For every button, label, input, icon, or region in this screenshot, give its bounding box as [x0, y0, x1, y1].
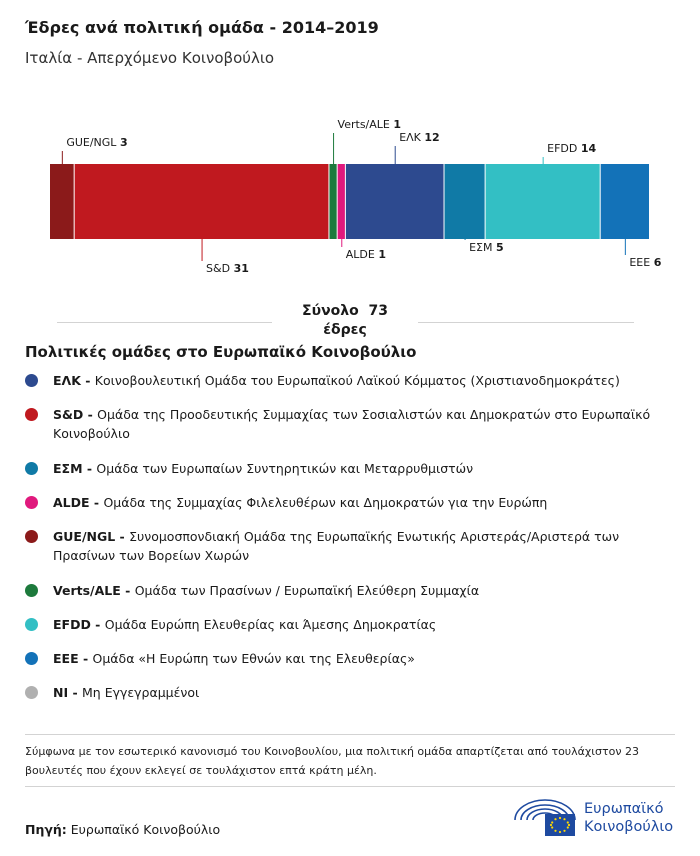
legend-dot-icon — [25, 496, 38, 509]
segment-category-2: S&D — [206, 262, 234, 275]
parliament-emblem-icon — [512, 796, 578, 840]
european-parliament-logo — [512, 796, 677, 840]
legend-description: Ομάδα των Πρασίνων / Ευρωπαϊκή Ελεύθερη Συμμαχία — [134, 583, 480, 598]
note-divider-bottom — [25, 786, 675, 787]
total-unit: έδρες — [323, 322, 367, 338]
legend-code: EFDD - — [53, 617, 105, 632]
segment-value-1: 3 — [119, 136, 128, 149]
segment-value-4: 1 — [378, 248, 387, 261]
total-divider-right — [418, 322, 634, 323]
legend-code: ΕΕΕ - — [53, 651, 93, 666]
logo-line-2: Κοινοβούλιο — [584, 819, 674, 835]
segment-label-1 — [66, 136, 127, 149]
segment-value-3: 1 — [393, 118, 402, 131]
legend-code: NI - — [53, 685, 83, 700]
segment-label-8 — [629, 256, 661, 269]
legend-description: Ομάδα της Προοδευτικής Συμμαχίας των Σοσιαλιστών και Δημοκρατών στο Ευρωπαϊκό Κοινοβούλιο — [53, 407, 651, 441]
legend-dot-icon — [25, 374, 38, 387]
bar-segment-8 — [601, 164, 649, 239]
bar-segment-3 — [329, 164, 336, 239]
chart-subtitle: Ιταλία - Απερχόμενο Κοινοβούλιο — [25, 49, 275, 67]
segment-label-6 — [469, 241, 504, 254]
source — [25, 822, 220, 837]
segment-label-5 — [399, 131, 440, 144]
segment-value-5: 12 — [424, 131, 440, 144]
segment-category-7: EFDD — [547, 142, 581, 155]
legend-code: Verts/ALE - — [53, 583, 135, 598]
segment-value-2: 31 — [233, 262, 249, 275]
segment-label-2 — [206, 262, 249, 275]
segment-label-7 — [547, 142, 596, 155]
legend-dot-icon — [25, 584, 38, 597]
legend-description: Ομάδα των Ευρωπαίων Συντηρητικών και Μεταρρυθμιστών — [96, 461, 474, 476]
segment-label-4 — [346, 248, 386, 261]
segment-category-1: GUE/NGL — [66, 136, 120, 149]
segment-label-3 — [338, 118, 401, 131]
legend-heading: Πολιτικές ομάδες στο Ευρωπαϊκό Κοινοβούλιο — [25, 343, 417, 361]
chart-title: Έδρες ανά πολιτική ομάδα - 2014–2019 — [25, 18, 379, 37]
segment-category-8: ΕΕΕ — [629, 256, 654, 269]
segment-category-5: ΕΛΚ — [399, 131, 425, 144]
bar-segment-4 — [338, 164, 345, 239]
legend-code: ALDE - — [53, 495, 104, 510]
bar-segment-2 — [75, 164, 329, 239]
legend-description: Ομάδα «Η Ευρώπη των Εθνών και της Ελευθερίας» — [92, 651, 415, 666]
legend-dot-icon — [25, 462, 38, 475]
legend-dot-icon — [25, 686, 38, 699]
note-divider-top — [25, 734, 675, 735]
total-divider-left — [57, 322, 272, 323]
bar-segment-1 — [50, 164, 74, 239]
legend-dot-icon — [25, 652, 38, 665]
total-seats — [272, 302, 418, 340]
legend-description: Κοινοβουλευτική Ομάδα του Ευρωπαϊκού Λαϊκού Κόμματος (Χριστιανοδημοκράτες) — [94, 373, 620, 388]
legend-dot-icon — [25, 530, 38, 543]
legend-description: Ομάδα Ευρώπη Ελευθερίας και Άμεσης Δημοκρατίας — [104, 617, 437, 632]
source-label: Πηγή: — [25, 822, 67, 837]
bar-segment-5 — [346, 164, 444, 239]
segment-category-4: ALDE — [345, 248, 379, 261]
bar-segment-7 — [486, 164, 600, 239]
logo-text — [584, 800, 673, 836]
legend-code: ΕΛΚ - — [53, 373, 95, 388]
legend-dot-icon — [25, 618, 38, 631]
segment-category-3: Verts/ALE — [337, 118, 394, 131]
segment-value-8: 6 — [653, 256, 662, 269]
logo-line-1: Ευρωπαϊκό — [584, 801, 664, 817]
total-label: Σύνολο — [302, 303, 359, 319]
footnote: Σύμφωνα με τον εσωτερικό κανονισμό του Κοινοβουλίου, μια πολιτική ομάδα απαρτίζεται από τουλάχιστον 23 βουλευτές που έχουν εκλεγεί σε τουλάχιστον επτά κράτη μέλη. — [25, 745, 639, 777]
total-value: 73 — [368, 303, 388, 319]
legend-description: Μη Εγγεγραμμένοι — [82, 685, 200, 700]
legend-dot-icon — [25, 408, 38, 421]
legend-code: S&D - — [53, 407, 98, 422]
stacked-bar-chart — [0, 100, 700, 300]
legend-code: GUE/NGL - — [53, 529, 130, 544]
legend-description: Συνομοσπονδιακή Ομάδα της Ευρωπαϊκής Ενωτικής Αριστεράς/Αριστερά των Πρασίνων των Βορείων Χωρών — [53, 529, 620, 563]
legend-code: ΕΣΜ - — [53, 461, 97, 476]
legend-description: Ομάδα της Συμμαχίας Φιλελευθέρων και Δημοκρατών για την Ευρώπη — [103, 495, 548, 510]
segment-category-6: ΕΣΜ — [469, 241, 496, 254]
segment-value-6: 5 — [495, 241, 504, 254]
source-value: Ευρωπαϊκό Κοινοβούλιο — [70, 822, 221, 837]
bar-segment-6 — [445, 164, 485, 239]
segment-value-7: 14 — [580, 142, 597, 155]
